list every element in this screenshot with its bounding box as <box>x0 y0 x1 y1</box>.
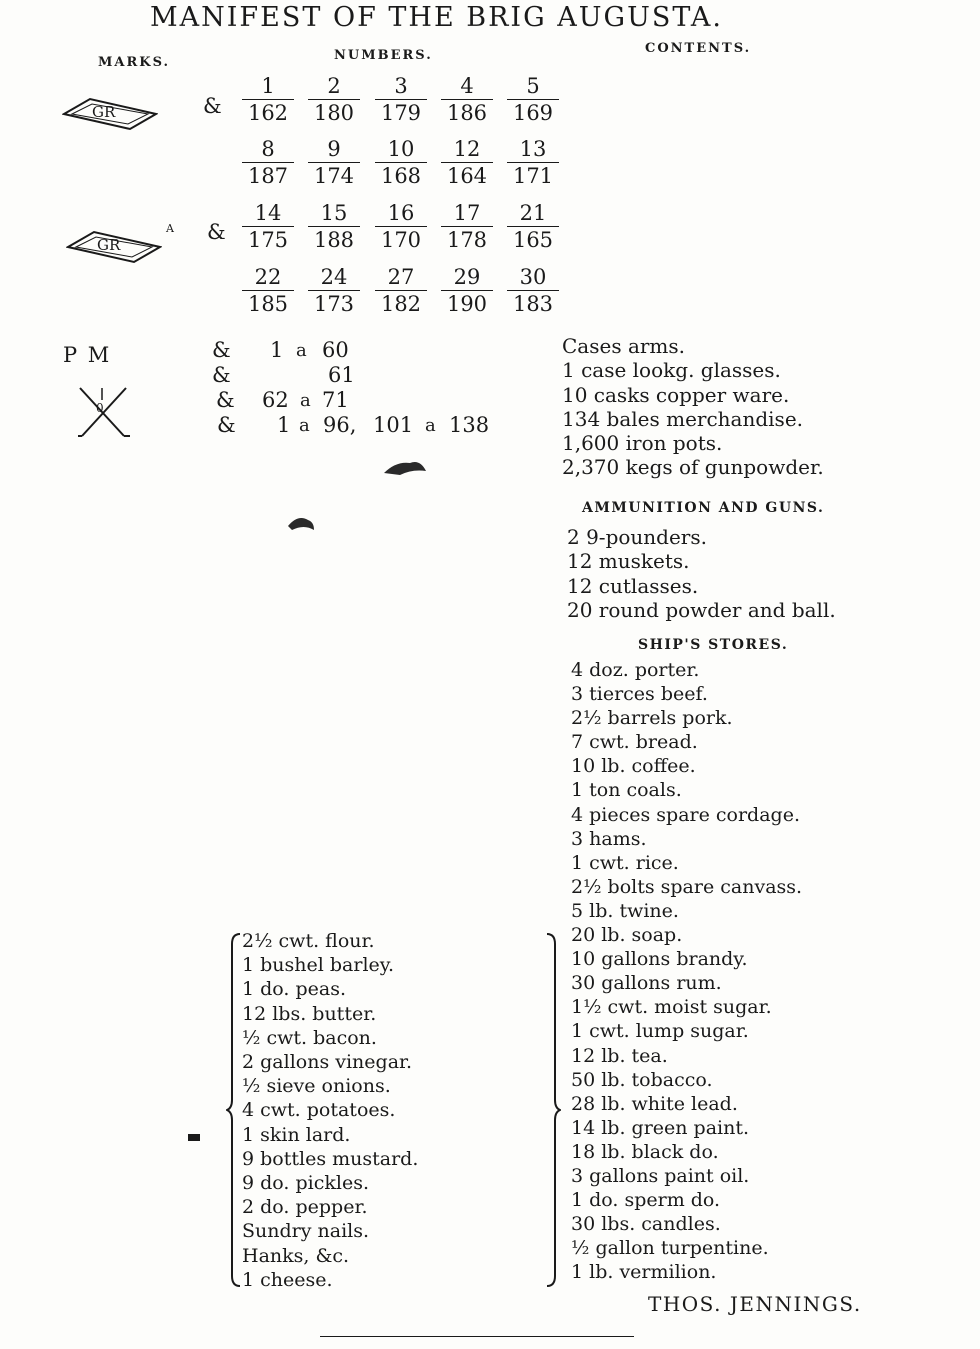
number-fraction <box>308 267 360 315</box>
fraction-numerator: 12 <box>453 137 481 161</box>
cargo-item: 134 bales merchandise. <box>562 406 804 431</box>
fraction-denominator: 173 <box>308 290 360 315</box>
store-item: Hanks, &c. <box>242 1244 350 1267</box>
range-to: 60 <box>322 338 349 362</box>
contents-header: CONTENTS. <box>645 41 752 56</box>
fraction-denominator: 180 <box>308 99 360 124</box>
ink-mark <box>188 1134 200 1141</box>
store-item: 10 lb. coffee. <box>571 755 696 778</box>
cargo-list <box>562 334 824 480</box>
fraction-denominator: 174 <box>308 162 360 187</box>
number-fraction <box>507 76 559 124</box>
store-item: 1 cwt. lump sugar. <box>571 1020 749 1043</box>
ammunition-item: 2 9-pounders. <box>567 525 707 549</box>
store-item: 20 lb. soap. <box>571 924 683 947</box>
signature: THOS. JENNINGS. <box>648 1292 862 1316</box>
fraction-numerator: 16 <box>387 201 415 225</box>
fraction-numerator: 5 <box>526 74 540 98</box>
fraction-denominator: 188 <box>308 226 360 251</box>
range-to: 96, <box>323 413 357 437</box>
fraction-denominator: 179 <box>375 99 427 124</box>
store-item: 4 cwt. potatoes. <box>242 1099 396 1122</box>
fraction-numerator: 4 <box>460 74 474 98</box>
gr-mark-label: GR <box>97 236 121 254</box>
fraction-numerator: 2 <box>327 74 341 98</box>
fraction-numerator: 29 <box>453 265 481 289</box>
number-fraction <box>375 76 427 124</box>
store-item: 3 tierces beef. <box>571 683 708 706</box>
store-item: 28 lb. white lead. <box>571 1092 738 1115</box>
store-item: 1 do. peas. <box>242 978 346 1001</box>
fraction-denominator: 178 <box>441 226 493 251</box>
store-item: ½ gallon turpentine. <box>571 1237 769 1260</box>
fraction-denominator: 168 <box>375 162 427 187</box>
number-fraction <box>375 267 427 315</box>
gr-mark-superscript: A <box>166 222 174 235</box>
number-fraction <box>507 139 559 187</box>
fraction-denominator: 183 <box>507 290 559 315</box>
stores-right-list <box>571 658 802 1284</box>
ammunition-item: 20 round powder and ball. <box>567 597 836 622</box>
store-item: 2½ barrels pork. <box>571 707 733 730</box>
store-item: 2 gallons vinegar. <box>242 1051 413 1074</box>
store-item: 10 gallons brandy. <box>571 948 748 971</box>
range-a: a <box>300 390 311 411</box>
fraction-numerator: 14 <box>254 201 282 225</box>
store-item: 12 lbs. butter. <box>242 1002 377 1025</box>
number-fraction <box>308 139 360 187</box>
ink-blot-icon <box>284 512 318 534</box>
number-fraction <box>375 203 427 251</box>
store-item: 1 ton coals. <box>571 779 682 802</box>
fraction-numerator: 30 <box>519 265 547 289</box>
store-item: Sundry nails. <box>242 1220 370 1243</box>
ampersand: & <box>216 388 235 412</box>
number-fraction <box>441 76 493 124</box>
store-item: 1 bushel barley. <box>242 954 395 977</box>
stores-header: SHIP'S STORES. <box>638 637 789 653</box>
store-item: 30 lbs. candles. <box>571 1213 721 1236</box>
fraction-numerator: 27 <box>387 265 415 289</box>
ampersand: & <box>212 338 231 362</box>
right-brace-icon <box>545 932 561 1288</box>
fraction-numerator: 24 <box>320 265 348 289</box>
cargo-item: 2,370 kegs of gunpowder. <box>562 455 824 480</box>
ink-blot-icon <box>380 455 430 479</box>
range-from: 1 <box>270 338 284 362</box>
number-fraction <box>507 203 559 251</box>
marks-header: MARKS. <box>98 55 171 70</box>
fraction-numerator: 13 <box>519 137 547 161</box>
fraction-denominator: 164 <box>441 162 493 187</box>
stores-left-list <box>242 929 418 1292</box>
fraction-denominator: 169 <box>507 99 559 124</box>
pm-number-row <box>212 363 355 387</box>
fraction-denominator: 162 <box>242 99 294 124</box>
store-item: ½ cwt. bacon. <box>242 1026 377 1049</box>
fraction-denominator: 187 <box>242 162 294 187</box>
pm-number-row <box>216 388 349 412</box>
number-fraction <box>308 76 360 124</box>
number-fraction <box>242 139 294 187</box>
ammunition-item: 12 muskets. <box>567 549 690 574</box>
ammunition-header: AMMUNITION AND GUNS. <box>582 500 825 516</box>
fraction-numerator: 22 <box>254 265 282 289</box>
fraction-denominator: 171 <box>507 162 559 187</box>
store-item: 9 bottles mustard. <box>242 1147 419 1170</box>
ammunition-item: 12 cutlasses. <box>567 573 699 598</box>
store-item: 1½ cwt. moist sugar. <box>571 996 772 1019</box>
fraction-denominator: 175 <box>242 226 294 251</box>
number-fraction <box>242 203 294 251</box>
fraction-denominator: 165 <box>507 226 559 251</box>
number-fraction <box>242 76 294 124</box>
store-item: 1 cwt. rice. <box>571 851 679 874</box>
store-item: ½ sieve onions. <box>242 1075 391 1098</box>
fraction-numerator: 10 <box>387 137 415 161</box>
fraction-numerator: 8 <box>261 137 275 161</box>
pm-mark-label: P M <box>63 343 112 367</box>
pm-number-row <box>217 413 490 437</box>
store-item: 4 doz. porter. <box>571 659 700 681</box>
store-item: 50 lb. tobacco. <box>571 1068 713 1091</box>
number-fraction <box>308 203 360 251</box>
fraction-denominator: 185 <box>242 290 294 315</box>
fraction-numerator: 3 <box>394 74 408 98</box>
range-to: 138 <box>449 413 490 437</box>
store-item: 14 lb. green paint. <box>571 1116 750 1139</box>
range-from: 101 <box>373 413 414 437</box>
range-single: 61 <box>328 363 355 387</box>
cargo-item: Cases arms. <box>562 334 686 358</box>
numbers-header: NUMBERS. <box>334 48 433 63</box>
store-item: 30 gallons rum. <box>571 972 722 995</box>
range-to: 71 <box>322 388 349 412</box>
range-a: a <box>299 415 310 436</box>
number-fraction <box>441 267 493 315</box>
pm-symbol-label: 0 <box>96 401 104 415</box>
cargo-item: 10 casks copper ware. <box>562 382 790 407</box>
store-item: 2½ bolts spare canvass. <box>571 875 803 898</box>
gr-mark-label: GR <box>92 103 116 121</box>
number-fraction <box>375 139 427 187</box>
store-item: 3 gallons paint oil. <box>571 1164 750 1187</box>
fraction-denominator: 186 <box>441 99 493 124</box>
fraction-numerator: 1 <box>261 74 275 98</box>
pm-number-row <box>212 338 349 362</box>
fraction-numerator: 17 <box>453 201 481 225</box>
ampersand: & <box>203 94 222 118</box>
number-fraction <box>441 203 493 251</box>
store-item: 9 do. pickles. <box>242 1172 369 1195</box>
left-brace-icon <box>226 932 242 1288</box>
store-item: 2½ cwt. flour. <box>242 930 375 952</box>
store-item: 1 skin lard. <box>242 1123 351 1146</box>
range-from: 1 <box>277 413 291 437</box>
store-item: 7 cwt. bread. <box>571 731 698 754</box>
fraction-numerator: 15 <box>320 201 348 225</box>
store-item: 12 lb. tea. <box>571 1044 668 1067</box>
fraction-denominator: 182 <box>375 290 427 315</box>
store-item: 2 do. pepper. <box>242 1196 368 1219</box>
ampersand: & <box>207 220 226 244</box>
ampersand: & <box>217 413 236 437</box>
ammunition-list <box>567 525 836 622</box>
cargo-item: 1 case lookg. glasses. <box>562 358 781 383</box>
store-item: 1 lb. vermilion. <box>571 1261 717 1284</box>
fraction-numerator: 21 <box>519 201 547 225</box>
fraction-numerator: 9 <box>327 137 341 161</box>
store-item: 4 pieces spare cordage. <box>571 803 800 826</box>
page-title: MANIFEST OF THE BRIG AUGUSTA. <box>150 2 723 33</box>
store-item: 1 cheese. <box>242 1268 333 1291</box>
fraction-denominator: 170 <box>375 226 427 251</box>
number-fraction <box>242 267 294 315</box>
fraction-denominator: 190 <box>441 290 493 315</box>
range-from: 62 <box>262 388 289 412</box>
cargo-item: 1,600 iron pots. <box>562 431 723 456</box>
range-a: a <box>296 340 307 361</box>
number-fraction <box>441 139 493 187</box>
bottom-rule <box>320 1336 634 1337</box>
store-item: 18 lb. black do. <box>571 1140 719 1163</box>
store-item: 1 do. sperm do. <box>571 1189 721 1212</box>
store-item: 3 hams. <box>571 827 647 850</box>
store-item: 5 lb. twine. <box>571 899 679 922</box>
range-a: a <box>425 415 436 436</box>
ampersand: & <box>212 363 231 387</box>
number-fraction <box>507 267 559 315</box>
